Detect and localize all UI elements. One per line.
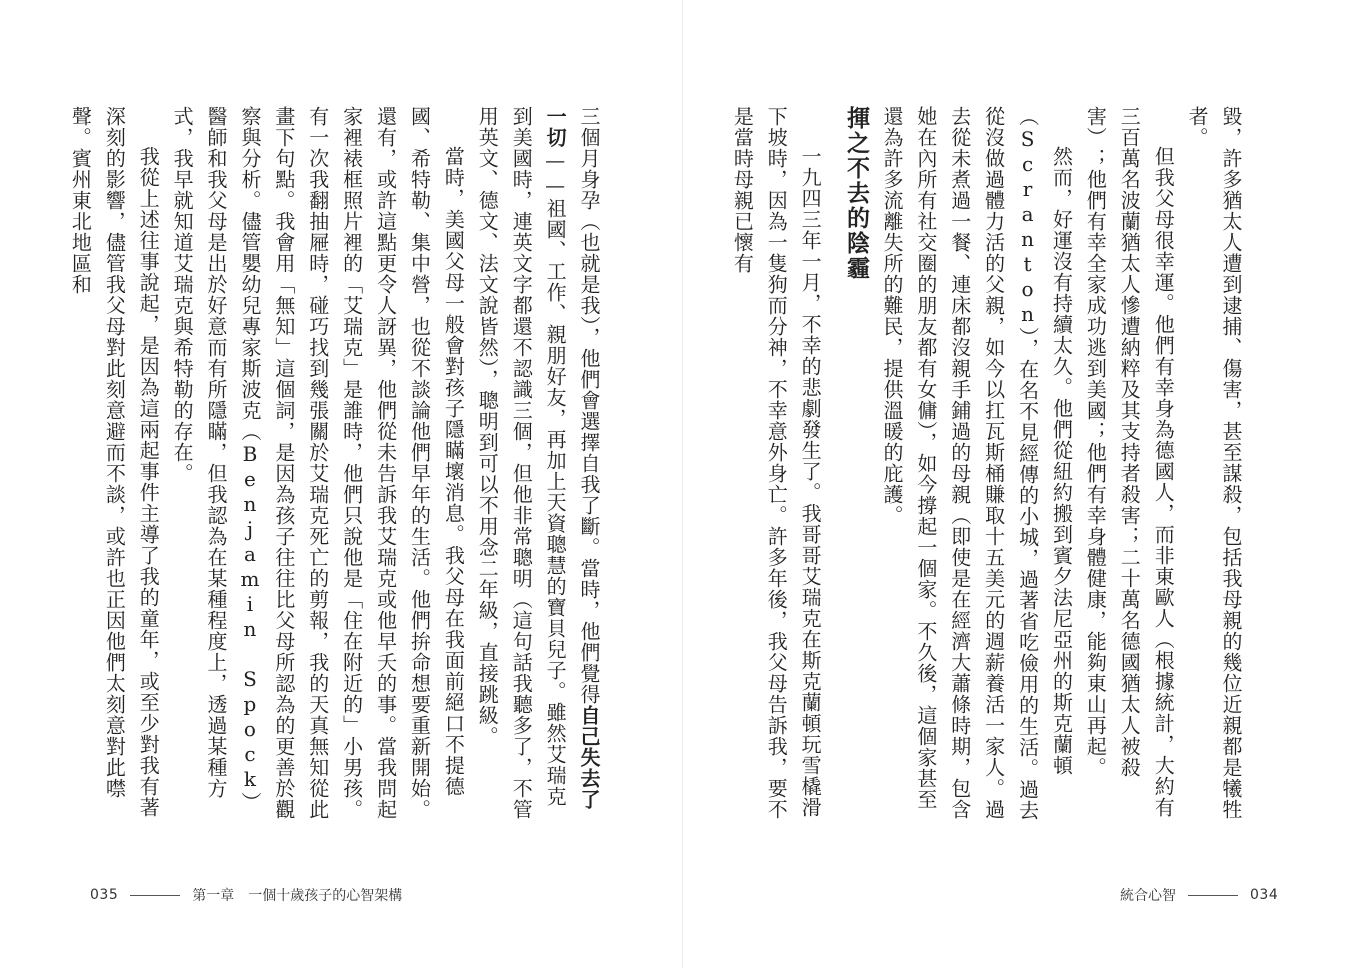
paragraph: 我從上述往事說起，是因為這兩起事件主導了我的童年，或至少對我有著深刻的影響，儘管我父母對此刻意避而不談，或許也正因他們太刻意對此噤聲。賓州東北地區和 [68,106,161,818]
left-page-footer [90,885,402,905]
page-number: 035 [90,887,119,903]
left-page-text [68,106,605,822]
page-gutter [682,0,683,968]
paragraph: 然而，好運沒有持續太久。他們從紐約搬到賓夕法尼亞州的斯克蘭頓（Scranton），在名不見經傳的小城，過著省吃儉用的生活。過去從沒做過體力活的父親，如今以扛瓦斯桶賺取十五美元的週薪養活一家人。過去從未煮過一餐、連床都沒親手鋪過的母親（即使是在經濟大蕭條時期，包含她在內所有社交圈的朋友都有女傭），如今撐起一個家。不久後，這個家甚至還為許多流離失所的難民，提供溫暖的庇護。 [879,106,1074,821]
text-run: ——祖國、工作、親朋好友，再加上天資聰慧的寶貝兒子。雖然艾瑞克到美國時，連英文字都還不認識三個，但他非常聰明（這句話我聽多了，不管用英文、德文、法文說皆然），聰明到可以不用念二年級，直接跳級。 [475,106,568,820]
footer-rule [130,895,180,896]
text-run: 三個月身孕（也就是我），他們會選擇自我了斷。當時，他們覺得 [577,106,601,705]
paragraph: 一九四三年一月，不幸的悲劇發生了。我哥哥艾瑞克在斯克蘭頓玩雪橇滑下坡時，因為一隻狗而分神，不幸意外身亡。許多年後，我父母告訴我，要不是當時母親已懷有 [730,106,823,820]
paragraph [469,106,605,822]
right-page-text [730,106,1247,822]
bold-phrase: 自己失去了一切 [543,106,601,810]
footer-rule [1188,895,1238,896]
paragraph: 但我父母很幸運。他們有幸身為德國人，而非東歐人（根據統計，大約有三百萬名波蘭猶太人慘遭納粹及其支持者殺害；二十萬名德國猶太人被殺害）；他們有幸全家成功逃到美國；他們有幸身體健康，能夠東山再起。 [1083,106,1176,818]
right-page-footer [1120,885,1278,905]
page-number: 034 [1250,887,1279,903]
paragraph: 當時，美國父母一般會對孩子隱瞞壞消息。我父母在我面前絕口不提德國、希特勒、集中營，也從不談論他們早年的生活。他們拚命想要重新開始。還有，或許這點更令人訝異，他們從未告訴我艾瑞克或他早夭的事。當我問起家裡裱框照片裡的「艾瑞克」是誰時，他們只說他是「住在附近的」小男孩。有一次我翻抽屜時，碰巧找到幾張關於艾瑞克死亡的剪報，我的天真無知從此畫下句點。我會用「無知」這個詞，是因為孩子往往比父母所認為的更善於觀察與分析。儘管嬰幼兒專家斯波克（Benjamin Spock）醫師和我父母是出於好意而有所隱瞞，但我認為在某種程度上，透過某種方式，我早就知道艾瑞克與希特勒的存在。 [170,106,466,820]
book-title: 統合心智 [1120,888,1176,904]
section-heading: 揮之不去的陰霾 [843,106,870,281]
paragraph: 毀，許多猶太人遭到逮捕、傷害，甚至謀殺，包括我母親的幾位近親都是犧牲者。 [1185,106,1243,820]
chapter-title: 第一章 一個十歲孩子的心智架構 [192,888,403,904]
